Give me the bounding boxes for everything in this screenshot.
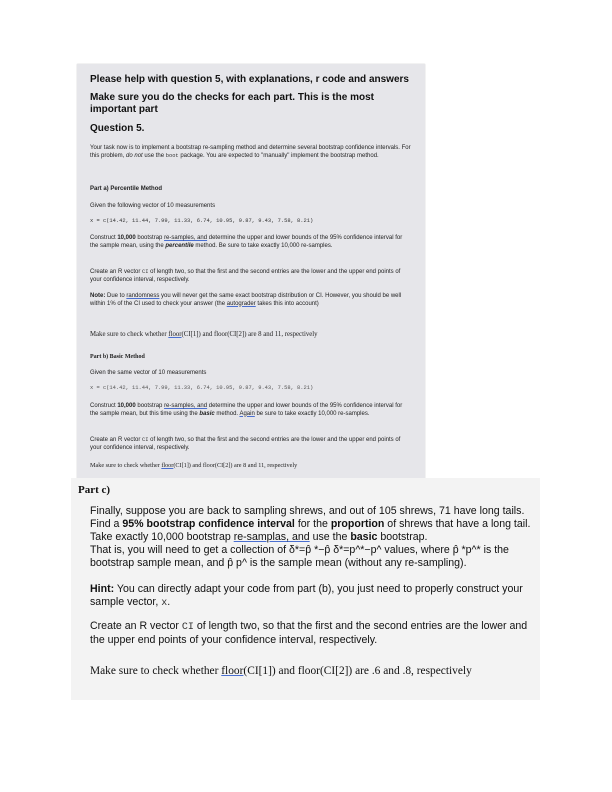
part-a-construct: Construct 10,000 bootstrap re-samples, and determine the upper and lower bounds of the 95% confidence interval for the sample mean, using the percentile method. Be sure to take exactly 10,000 re-samples. [90,235,403,249]
part-a-given: Given the following vector of 10 measurements [90,203,216,209]
question-screenshot-part-c [71,478,540,700]
question-intro: Your task now is to implement a bootstrap re-sampling method and determine several bootstrap confidence intervals. For this problem, do not use the boot package. You are expected to "manually" implement the bootstrap method. [90,145,411,159]
part-b-construct: Construct 10,000 bootstrap re-samples, and determine the upper and lower bounds of the 95% confidence interval for the sample mean, but this time using the basic method. Again be sure to take exactly 10,000 re-samples. [90,403,403,417]
part-c-hint: Hint: You can directly adapt your code from part (b), you just need to properly construct your sample vector, x. [90,583,523,609]
part-b-check: Make sure to check whether floor(CI[1]) and floor(CI[2]) are 8 and 11, respectively [90,462,298,469]
part-a-vector: x = c(14.42, 11.44, 7.99, 11.33, 6.74, 10.95, 9.87, 9.43, 7.58, 8.21) [90,218,314,224]
part-a-title: Part a) Percentile Method [90,186,163,192]
part-a-check: Make sure to check whether floor(CI[1]) and floor(CI[2]) are 8 and 11, respectively [90,331,318,338]
part-a-note: Note: Due to randomness you will never get the same exact bootstrap distribution or CI. However, you should be well within 1% of the CI used to check your answer (the autograder takes this into account) [90,293,402,307]
part-b-title: Part b) Basic Method [90,354,145,360]
part-c-problem: Finally, suppose you are back to sampling shrews, and out of 105 shrews, 71 have long tails. Find a 95% bootstrap confidence interval for the proportion of shrews that have a long tail. Take exactly 10,000 bootstrap re-samplas, and use the basic bootstrap. [90,505,531,543]
part-c-ci-vector: Create an R vector CI of length two, so that the first and the second entries are the lower and the upper end points of your confidence interval, respectively. [90,620,528,646]
part-b-ci-vector: Create an R vector CI of length two, so that the first and the second entries are the lower and the upper end points of your confidence interval, respectively. [90,437,401,451]
part-c-delta-explanation: That is, you will need to get a collection of δ*=p̂ *−p̂ δ*=p^*−p^ values, where p̂ *p^* is the bootstrap sample mean, and p̂ p^ is the sample mean (without any re-sampling). [90,544,509,569]
part-b-vector: x = c(14.42, 11.44, 7.99, 11.33, 6.74, 10.95, 9.87, 9.43, 7.58, 8.21) [90,385,314,391]
question-screenshot-parts-ab [77,64,425,480]
part-a-ci-vector: Create an R vector CI of length two, so that the first and the second entries are the lower and the upper end points of your confidence interval, respectively. [90,269,401,283]
part-c-check: Make sure to check whether floor(CI[1]) and floor(CI[2]) are .6 and .8, respectively [90,665,472,677]
part-b-given: Given the same vector of 10 measurements [90,370,207,376]
checks-heading: Make sure you do the checks for each part. This is the most important part [90,92,374,115]
request-heading: Please help with question 5, with explanations, r code and answers [90,74,409,85]
question-title: Question 5. [90,123,145,134]
part-c-title: Part c) [78,484,111,496]
